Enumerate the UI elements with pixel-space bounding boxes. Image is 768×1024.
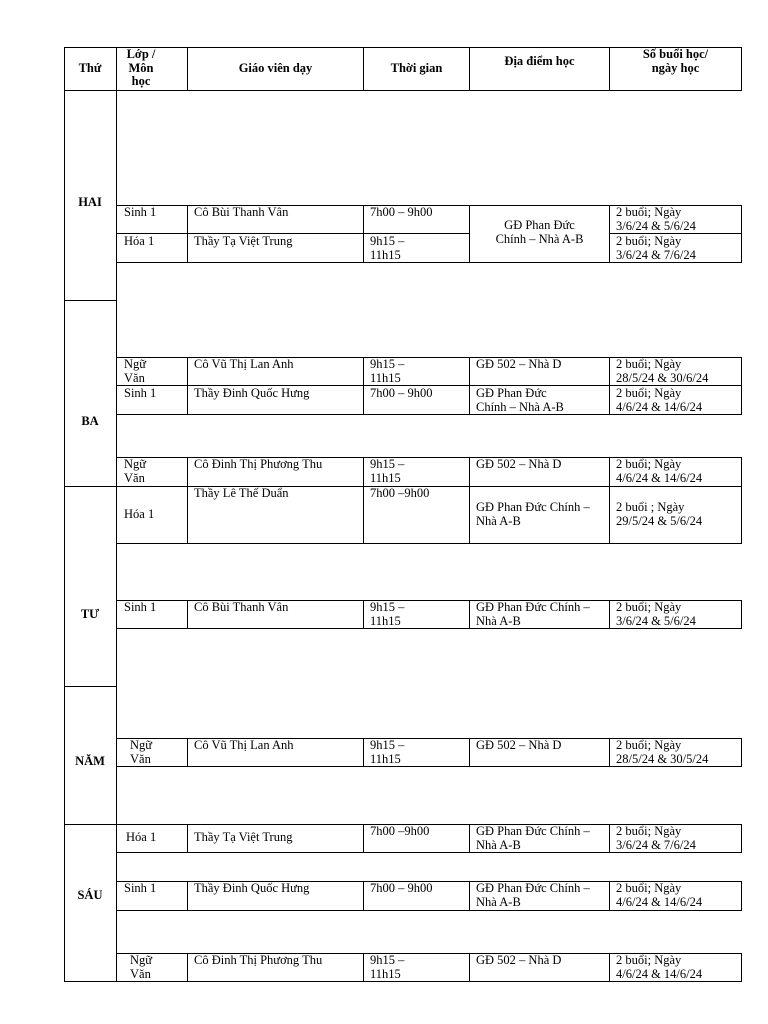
cell-location: GĐ Phan Đức Chính – Nhà A-B — [476, 881, 590, 909]
cell-location: GĐ 502 – Nhà D — [476, 357, 562, 371]
table-border-bottom — [64, 981, 117, 982]
cell-divider — [469, 357, 470, 415]
day-separator — [64, 486, 117, 487]
cell-divider — [741, 738, 742, 767]
cell-teacher: Cô Đinh Thị Phương Thu — [194, 953, 323, 967]
cell-divider — [609, 457, 610, 544]
cell-divider — [741, 881, 742, 911]
cell-divider — [469, 738, 470, 767]
cell-divider — [187, 600, 188, 629]
cell-teacher: Thầy Đinh Quốc Hưng — [194, 386, 310, 400]
cell-divider — [609, 824, 610, 853]
cell-divider — [363, 953, 364, 982]
row-border — [116, 543, 742, 544]
cell-sessions: 2 buổi; Ngày 4/6/24 & 14/6/24 — [616, 457, 703, 485]
cell-location: GĐ Phan Đức Chính – Nhà A-B — [476, 824, 590, 852]
cell-subject: Sinh 1 — [124, 386, 157, 400]
cell-divider — [469, 953, 470, 982]
cell-sessions: 2 buổi; Ngày 3/6/24 & 7/6/24 — [616, 824, 696, 852]
cell-divider — [741, 457, 742, 544]
header-thu: Thứ — [78, 61, 102, 75]
cell-time: 7h00 –9h00 — [370, 486, 430, 500]
cell-time: 7h00 –9h00 — [370, 824, 430, 838]
day-label-tu: TƯ — [80, 607, 100, 621]
cell-divider — [469, 824, 470, 853]
cell-teacher: Cô Vũ Thị Lan Anh — [194, 738, 294, 752]
day-label-hai: HAI — [78, 195, 102, 209]
cell-location: GĐ 502 – Nhà D — [476, 738, 562, 752]
cell-divider — [187, 824, 188, 853]
cell-divider — [469, 881, 470, 911]
header-border-bottom — [64, 90, 742, 91]
cell-divider — [741, 205, 742, 263]
cell-divider — [609, 881, 610, 911]
row-border — [116, 981, 742, 982]
cell-location: GĐ 502 – Nhà D — [476, 457, 562, 471]
cell-location: GĐ Phan Đức Chính – Nhà A-B — [495, 218, 584, 246]
cell-subject: Hóa 1 — [124, 234, 155, 248]
cell-divider — [363, 457, 364, 544]
header-dia-diem: Địa điểm học — [504, 54, 575, 68]
row-border — [116, 233, 470, 234]
cell-teacher: Thầy Tạ Việt Trung — [194, 234, 293, 248]
cell-subject: Sinh 1 — [124, 205, 157, 219]
cell-time: 9h15 – 11h15 — [370, 234, 405, 262]
cell-subject: Ngữ Văn — [130, 738, 153, 766]
cell-time: 9h15 – 11h15 — [370, 457, 405, 485]
cell-divider — [609, 357, 610, 415]
cell-time: 7h00 – 9h00 — [370, 205, 433, 219]
cell-divider — [741, 600, 742, 629]
cell-divider — [741, 824, 742, 853]
day-column-divider — [116, 47, 117, 982]
table-border-left — [64, 47, 65, 982]
cell-divider — [469, 600, 470, 629]
cell-teacher: Thầy Tạ Việt Trung — [194, 830, 293, 844]
cell-subject: Ngữ Văn — [124, 357, 147, 385]
cell-divider — [187, 357, 188, 415]
cell-teacher: Cô Bùi Thanh Vân — [194, 600, 289, 614]
cell-divider — [187, 953, 188, 982]
cell-sessions: 2 buổi; Ngày 3/6/24 & 5/6/24 — [616, 205, 696, 233]
cell-divider — [363, 600, 364, 629]
cell-subject: Ngữ Văn — [124, 457, 147, 485]
cell-teacher: Cô Vũ Thị Lan Anh — [194, 357, 294, 371]
row-border — [116, 628, 742, 629]
day-label-nam: NĂM — [75, 754, 105, 768]
cell-sessions: 2 buổi; Ngày 28/5/24 & 30/5/24 — [616, 738, 709, 766]
cell-divider — [363, 738, 364, 767]
cell-subject: Ngữ Văn — [130, 953, 153, 981]
cell-divider — [609, 205, 610, 263]
day-separator — [64, 300, 117, 301]
cell-time: 9h15 – 11h15 — [370, 600, 405, 628]
cell-subject: Hóa 1 — [124, 507, 155, 521]
cell-teacher: Cô Bùi Thanh Vân — [194, 205, 289, 219]
day-separator — [64, 824, 117, 825]
cell-location: GĐ Phan Đức Chính – Nhà A-B — [476, 386, 564, 414]
cell-sessions: 2 buổi; Ngày 3/6/24 & 7/6/24 — [616, 234, 696, 262]
row-border — [116, 766, 742, 767]
cell-divider — [741, 357, 742, 415]
cell-sessions: 2 buổi; Ngày 4/6/24 & 14/6/24 — [616, 386, 703, 414]
cell-location: GĐ Phan Đức Chính – Nhà A-B — [476, 600, 590, 628]
row-border — [116, 262, 742, 263]
header-lop-mon: Lớp / Môn học — [126, 47, 156, 88]
cell-divider — [469, 457, 470, 544]
header-giao-vien: Giáo viên dạy — [238, 61, 313, 75]
cell-divider — [187, 881, 188, 911]
header-thoi-gian: Thời gian — [390, 61, 443, 75]
day-label-ba: BA — [81, 414, 99, 428]
cell-subject: Sinh 1 — [124, 600, 157, 614]
cell-time: 9h15 – 11h15 — [370, 357, 405, 385]
row-border — [116, 414, 742, 415]
header-so-buoi: Số buổi học/ ngày học — [642, 47, 709, 75]
cell-divider — [363, 357, 364, 415]
cell-subject: Hóa 1 — [126, 830, 157, 844]
cell-divider — [609, 953, 610, 982]
cell-sessions: 2 buổi; Ngày 28/5/24 & 30/6/24 — [616, 357, 709, 385]
cell-subject: Sinh 1 — [124, 881, 157, 895]
cell-divider — [741, 953, 742, 982]
cell-teacher: Cô Đinh Thị Phương Thu — [194, 457, 323, 471]
day-label-sau: SÁU — [77, 888, 103, 902]
cell-divider — [187, 457, 188, 544]
cell-sessions: 2 buổi; Ngày 4/6/24 & 14/6/24 — [616, 881, 703, 909]
cell-location: GĐ 502 – Nhà D — [476, 953, 562, 967]
cell-divider — [187, 738, 188, 767]
cell-divider — [363, 824, 364, 853]
cell-sessions: 2 buổi; Ngày 3/6/24 & 5/6/24 — [616, 600, 696, 628]
cell-teacher: Thầy Đinh Quốc Hưng — [194, 881, 310, 895]
cell-divider — [187, 205, 188, 263]
cell-sessions: 2 buổi ; Ngày 29/5/24 & 5/6/24 — [616, 500, 703, 528]
header-divider — [469, 47, 470, 91]
cell-time: 9h15 – 11h15 — [370, 738, 405, 766]
cell-divider — [363, 881, 364, 911]
cell-divider — [363, 205, 364, 263]
cell-teacher: Thầy Lê Thế Duẩn — [194, 486, 289, 500]
cell-sessions: 2 buổi; Ngày 4/6/24 & 14/6/24 — [616, 953, 703, 981]
row-border — [116, 852, 742, 853]
day-separator — [64, 686, 117, 687]
cell-time: 9h15 – 11h15 — [370, 953, 405, 981]
row-border — [116, 910, 742, 911]
cell-time: 7h00 – 9h00 — [370, 386, 433, 400]
cell-divider — [609, 738, 610, 767]
cell-time: 7h00 – 9h00 — [370, 881, 433, 895]
cell-divider — [609, 600, 610, 629]
cell-location: GĐ Phan Đức Chính – Nhà A-B — [476, 500, 590, 528]
header-divider — [741, 47, 742, 91]
